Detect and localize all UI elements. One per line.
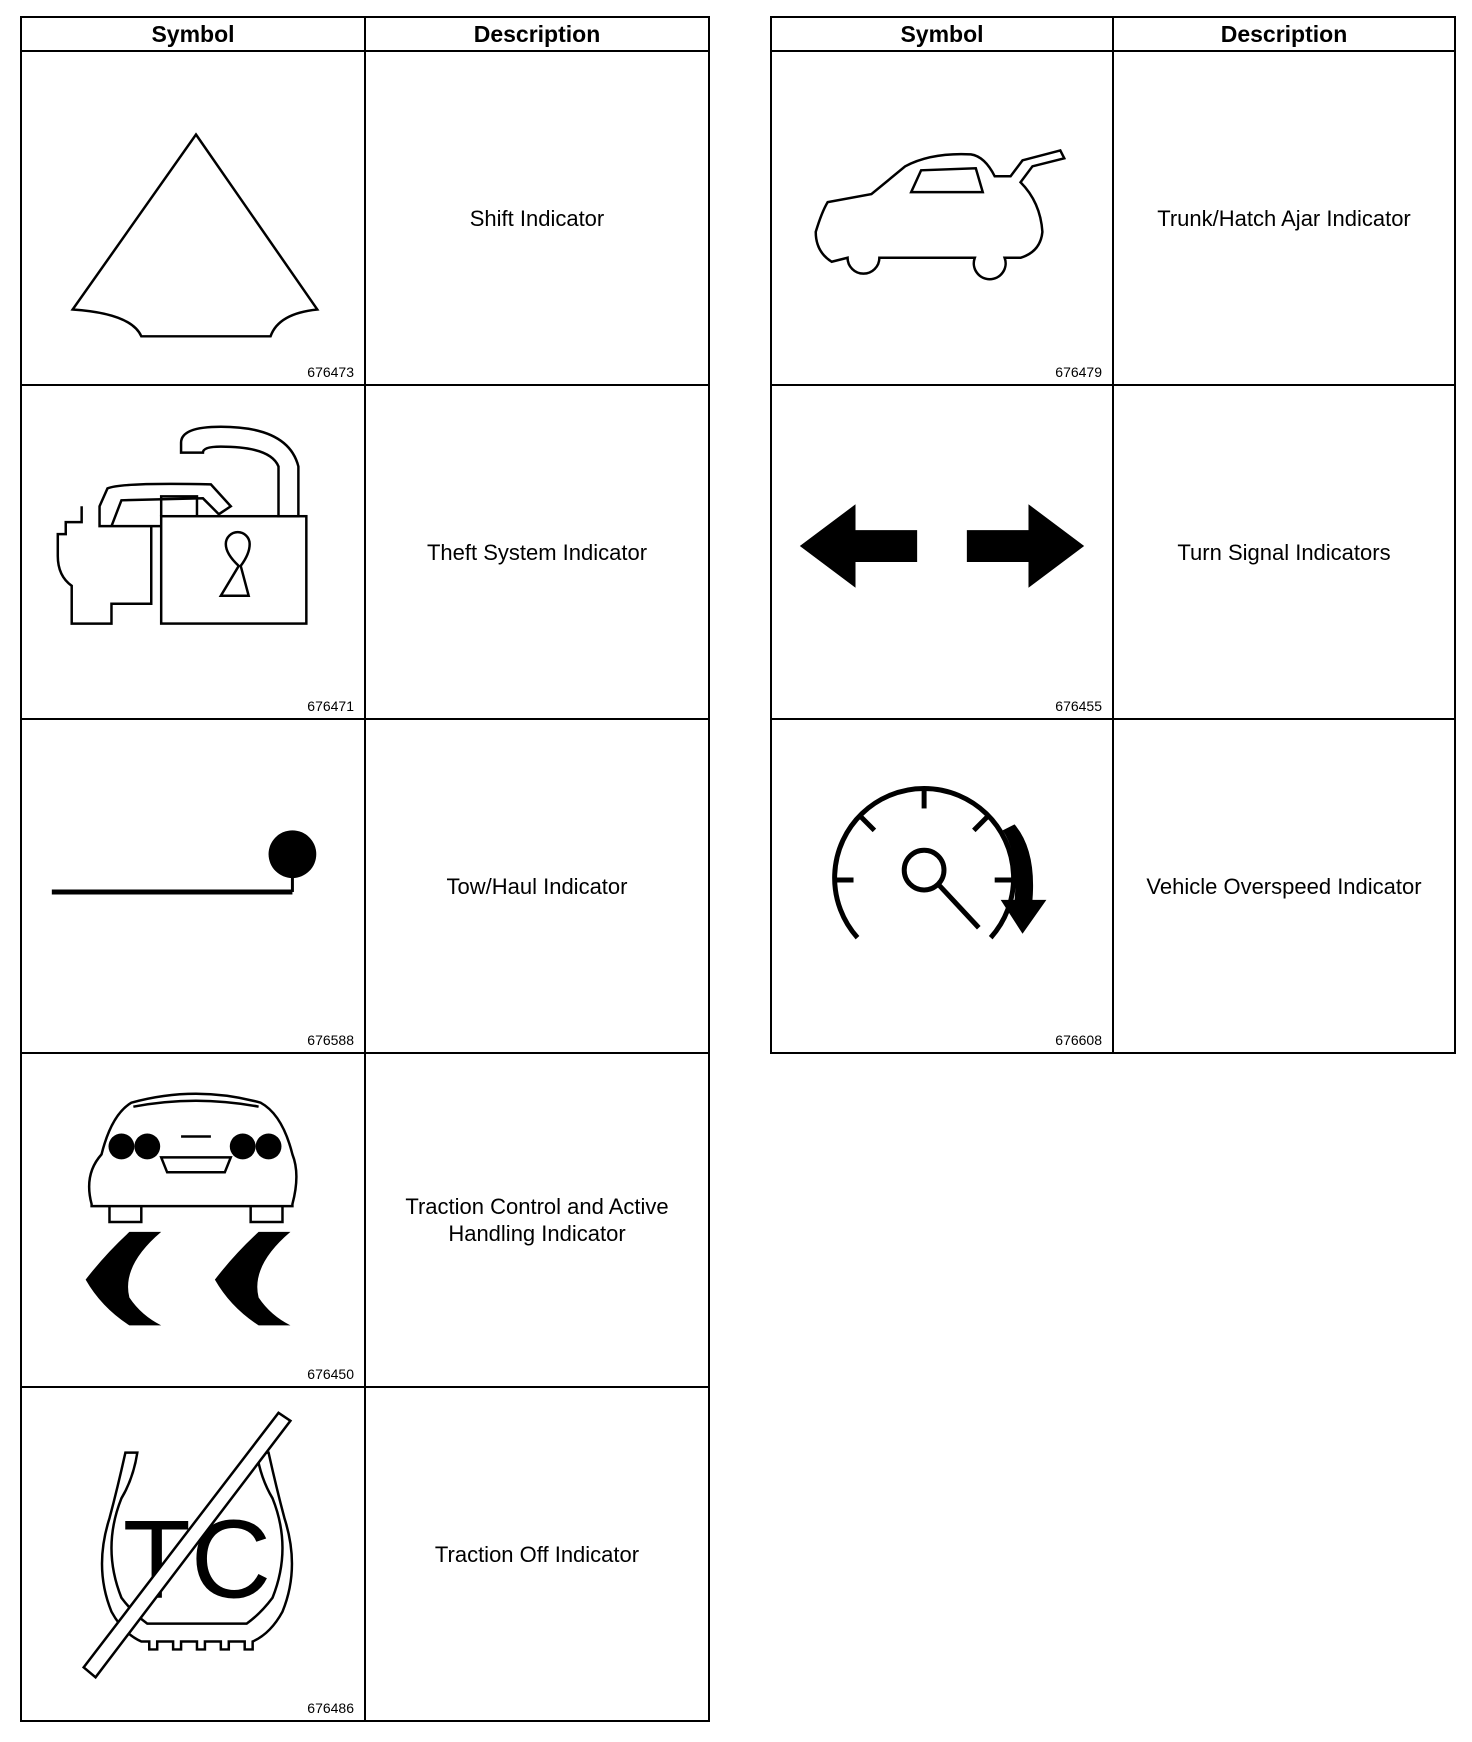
symbol-cell bbox=[21, 1053, 365, 1387]
turn-signal-arrows-icon bbox=[772, 386, 1112, 718]
symbol-cell bbox=[771, 51, 1113, 385]
figure-code: 676455 bbox=[1055, 698, 1102, 714]
description-cell: Shift Indicator bbox=[365, 51, 709, 385]
description-cell: Traction Off Indicator bbox=[365, 1387, 709, 1721]
description-cell: Tow/Haul Indicator bbox=[365, 719, 709, 1053]
traction-control-icon bbox=[22, 1054, 364, 1386]
table-row bbox=[21, 719, 709, 1053]
figure-code: 676486 bbox=[307, 1700, 354, 1716]
description-cell: Turn Signal Indicators bbox=[1113, 385, 1455, 719]
description-cell: Vehicle Overspeed Indicator bbox=[1113, 719, 1455, 1053]
figure-code: 676588 bbox=[307, 1032, 354, 1048]
symbol-cell bbox=[21, 385, 365, 719]
description-cell: Theft System Indicator bbox=[365, 385, 709, 719]
figure-code: 676479 bbox=[1055, 364, 1102, 380]
symbol-header: Symbol bbox=[21, 17, 365, 51]
shift-indicator-icon bbox=[22, 52, 364, 384]
symbol-cell bbox=[21, 51, 365, 385]
symbol-cell bbox=[21, 1387, 365, 1721]
tc-letters: TC bbox=[122, 1496, 272, 1622]
symbol-header: Symbol bbox=[771, 17, 1113, 51]
figure-code: 676608 bbox=[1055, 1032, 1102, 1048]
traction-off-icon bbox=[22, 1388, 364, 1720]
symbol-cell bbox=[771, 385, 1113, 719]
indicator-table-right bbox=[770, 16, 1456, 1054]
description-header: Description bbox=[365, 17, 709, 51]
figure-code: 676473 bbox=[307, 364, 354, 380]
description-cell: Traction Control and Active Handling Indicator bbox=[365, 1053, 709, 1387]
figure-code: 676450 bbox=[307, 1366, 354, 1382]
table-row bbox=[21, 51, 709, 385]
description-header: Description bbox=[1113, 17, 1455, 51]
figure-code: 676471 bbox=[307, 698, 354, 714]
description-cell: Trunk/Hatch Ajar Indicator bbox=[1113, 51, 1455, 385]
vehicle-overspeed-icon bbox=[772, 720, 1112, 1052]
indicator-table-left bbox=[20, 16, 710, 1722]
theft-system-icon bbox=[22, 386, 364, 718]
trunk-hatch-ajar-icon bbox=[772, 52, 1112, 384]
symbol-cell bbox=[21, 719, 365, 1053]
table-row bbox=[21, 1053, 709, 1387]
table-row bbox=[21, 385, 709, 719]
tow-haul-icon bbox=[22, 720, 364, 1052]
table-row bbox=[771, 51, 1455, 385]
table-row bbox=[21, 1387, 709, 1721]
table-row bbox=[771, 719, 1455, 1053]
symbol-cell bbox=[771, 719, 1113, 1053]
table-row bbox=[771, 385, 1455, 719]
